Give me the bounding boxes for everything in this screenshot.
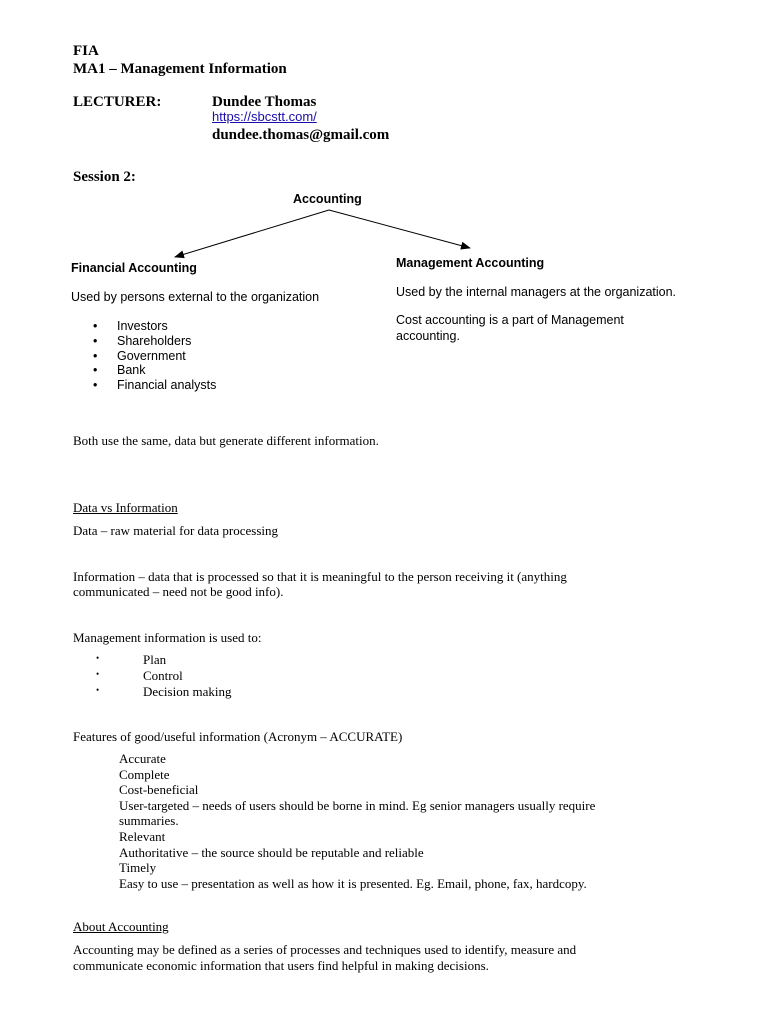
diagram-root-label: Accounting — [293, 192, 362, 206]
list-item: • Decision making — [73, 684, 231, 700]
about-accounting-line1: Accounting may be defined as a series of processes and techniques used to identify, measure and — [73, 942, 577, 957]
cost-accounting-note-line1: Cost accounting is a part of Management — [396, 313, 624, 327]
mi-uses-list — [73, 652, 231, 699]
about-accounting-line2: communicate economic information that users find helpful in making decisions. — [73, 958, 489, 973]
feature-item: Easy to use – presentation as well as how it is presented. Eg. Email, phone, fax, hardcopy. — [119, 875, 587, 891]
feature-item: Accurate — [119, 751, 166, 766]
arrow-to-financial — [175, 210, 329, 257]
list-item: • Financial analysts — [73, 378, 216, 393]
arrow-to-management — [329, 210, 470, 248]
list-item: • Plan — [73, 652, 231, 668]
data-vs-info-heading: Data vs Information — [73, 500, 178, 515]
mi-uses-intro: Management information is used to: — [73, 630, 262, 645]
feature-item: User-targeted – needs of users should be borne in mind. Eg senior managers usually require — [119, 797, 596, 813]
feature-item: Timely — [119, 860, 157, 876]
feature-item: summaries. — [119, 813, 179, 829]
module-title: MA1 – Management Information — [73, 61, 287, 77]
financial-accounting-desc: Used by persons external to the organization — [71, 290, 320, 304]
both-use-statement: Both use the same, data but generate different information. — [73, 433, 379, 448]
financial-users-list — [73, 319, 216, 393]
management-accounting-desc: Used by the internal managers at the organization. — [396, 285, 677, 299]
lecturer-email: dundee.thomas@gmail.com — [212, 127, 390, 143]
management-accounting-title: Management Accounting — [396, 256, 545, 270]
lecturer-name: Dundee Thomas — [212, 94, 317, 110]
cost-accounting-note-line2: accounting. — [396, 329, 460, 343]
financial-accounting-title: Financial Accounting — [71, 261, 197, 275]
lecturer-label: LECTURER: — [73, 94, 162, 110]
information-definition-line1: Information – data that is processed so that it is meaningful to the person receiving it (anything — [73, 569, 567, 584]
list-item: • Bank — [73, 363, 216, 378]
course-code: FIA — [73, 43, 99, 59]
features-list — [119, 751, 595, 891]
list-item: • Control — [73, 668, 231, 684]
data-definition: Data – raw material for data processing — [73, 523, 279, 538]
list-item: • Government — [73, 349, 216, 364]
list-item: • Investors — [73, 319, 216, 334]
website-link[interactable]: https://sbcstt.com/ — [212, 109, 317, 124]
feature-item: Relevant — [119, 828, 166, 844]
about-accounting-heading: About Accounting — [73, 919, 169, 934]
feature-item: Complete — [119, 766, 170, 782]
feature-item: Authoritative – the source should be reputable and reliable — [119, 844, 424, 860]
session-label: Session 2: — [73, 169, 136, 185]
feature-item: Cost-beneficial — [119, 782, 199, 798]
features-intro: Features of good/useful information (Acronym – ACCURATE) — [73, 729, 403, 744]
information-definition-line2: communicated – need not be good info). — [73, 584, 284, 599]
list-item: • Shareholders — [73, 334, 216, 349]
